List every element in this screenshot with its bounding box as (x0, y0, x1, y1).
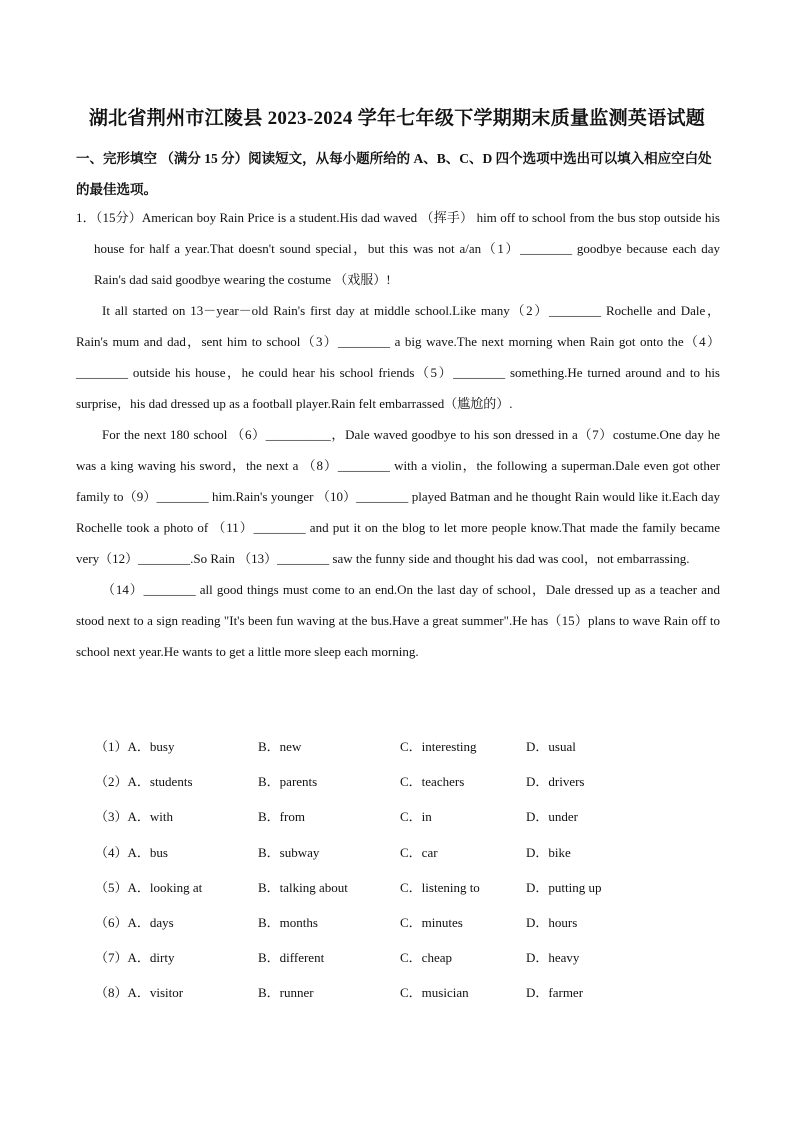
option-c: C．in (400, 809, 432, 825)
answer-options (95, 736, 715, 1018)
option-d: D．hours (526, 914, 578, 930)
option-c: C．minutes (400, 914, 463, 930)
option-row (95, 771, 715, 806)
passage-paragraph-4: （14）________ all good things must come to an end.On the last day of school，Dale dressed up as a teacher and stood next to a sign reading "It's been fun waving at the bus.Have a great summer".He has（15）plans to wave Rain off to school next year.He wants to get a little more sleep each morning. (76, 582, 720, 659)
option-a: （8）A．visitor (95, 985, 184, 1001)
option-b: B．new (258, 739, 302, 754)
option-a: （7）A．dirty (95, 950, 175, 966)
option-a: （1）A．busy (95, 739, 175, 754)
passage-paragraph-3: For the next 180 school （6）__________，Dale waved goodbye to his son dressed in a（7）costume.One day he was a king waving his sword，the next a （8）________ with a violin，the following a superman.Dale even got other family to（9）________ him.Rain's younger （10）________ played Batman and he thought Rain would like it.Each day Rochelle took a photo of （11）________ and put it on the blog to let more people know.That made the family became very（12）________.So Rain （13）________ saw the funny side and thought his dad was cool，not embarrassing. (76, 427, 720, 566)
option-c: C．listening to (400, 879, 480, 895)
option-b: B．runner (258, 985, 314, 1001)
option-a: （6）A．days (95, 914, 174, 930)
option-a: （5）A．looking at (95, 879, 203, 895)
option-d: D．under (526, 809, 578, 825)
option-row (95, 877, 715, 912)
option-b: B．subway (258, 844, 320, 860)
passage-paragraph-1: 1．（15分）American boy Rain Price is a student.His dad waved （挥手） him off to school from the bus stop outside his house for half a year.That doesn't sound special，but this was not a/an（1）________ goodbye because each day Rain's dad said goodbye wearing the costume （戏服）! (76, 210, 720, 287)
option-c: C．teachers (400, 774, 465, 790)
option-c: C．car (400, 844, 438, 860)
option-row (95, 982, 715, 1017)
option-b: B．from (258, 809, 305, 825)
option-b: B．different (258, 950, 325, 966)
option-a: （3）A．with (95, 809, 174, 825)
option-d: D．putting up (526, 879, 602, 895)
page-title: 湖北省荆州市江陵县 2023-2024 学年七年级下学期期末质量监测英语试题 (88, 108, 706, 129)
option-row (95, 947, 715, 982)
option-d: D．drivers (526, 774, 585, 790)
option-d: D．heavy (526, 950, 580, 966)
option-d: D．farmer (526, 985, 584, 1001)
option-a: （4）A．bus (95, 844, 168, 860)
question-passage (76, 202, 720, 667)
section-heading: 一、完形填空 （满分 15 分）阅读短文，从每小题所给的 A、B、C、D 四个选项中选出可以填入相应空白处的最佳选项。 (76, 151, 712, 197)
option-b: B．talking about (258, 879, 348, 895)
option-c: C．interesting (400, 739, 477, 754)
option-d: D．usual (526, 739, 576, 754)
option-row (95, 842, 715, 877)
option-row (95, 912, 715, 947)
option-c: C．cheap (400, 950, 452, 966)
option-row (95, 736, 715, 771)
option-b: B．parents (258, 774, 318, 790)
option-b: B．months (258, 914, 318, 930)
option-row (95, 806, 715, 841)
option-c: C．musician (400, 985, 469, 1001)
option-d: D．bike (526, 844, 571, 860)
passage-paragraph-2: It all started on 13－year－old Rain's first day at middle school.Like many（2）________ Rochelle and Dale，Rain's mum and dad，sent him to school（3）________ a big wave.The next morning when Rain got onto the（4）________ outside his house，he could hear his school friends（5）________ something.He turned around and to his surprise，his dad dressed up as a football player.Rain felt embarrassed（尴尬的）. (76, 303, 720, 411)
option-a: （2）A．students (95, 774, 193, 790)
